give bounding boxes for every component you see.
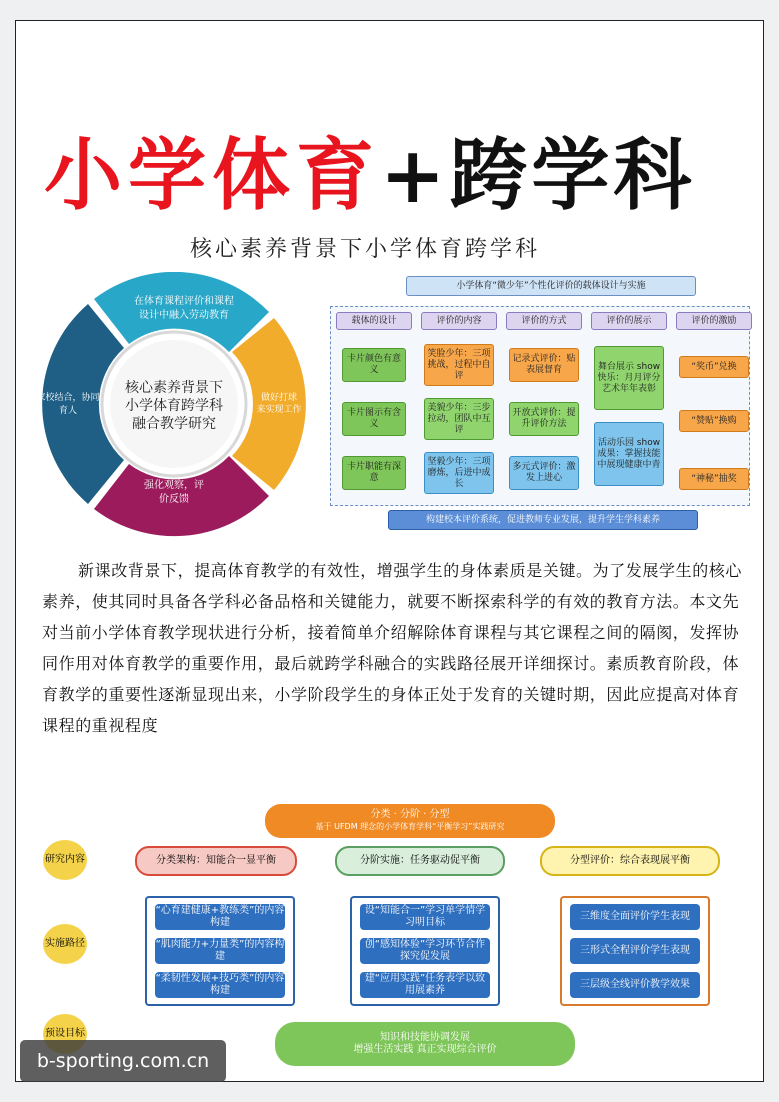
- col2-item-3: 建“应用实践”任务表学以致用展素养: [360, 972, 490, 998]
- col1-item-1: “心育建健康+教练类”的内容构建: [155, 905, 285, 928]
- goal-box: [275, 1022, 575, 1066]
- flow-c3-item-1: 记录式评价：贴表展督育: [509, 348, 579, 382]
- bottom-banner-line-1: 分类 · 分阶 · 分型: [370, 809, 450, 820]
- headline-red: 小学体育: [44, 130, 381, 221]
- ring-left-line-1: 家校结合，协同: [36, 393, 100, 403]
- ring-bottom-line-2: 价反馈: [159, 494, 189, 505]
- ring-center-line-1: 核心素养背景下: [125, 380, 223, 396]
- watermark: b-sporting.com.cn: [20, 1040, 226, 1082]
- col2-item-1: 设“知能合一”学习单学情学习明目标: [360, 904, 490, 930]
- flow-c3-item-2: 开放式评价：提升评价方法: [509, 402, 579, 436]
- ring-top-line-2: 设计中融入劳动教育: [139, 310, 229, 321]
- flow-c2-item-2: 美貌少年：三步拉动，团队中互评: [424, 398, 494, 440]
- body-paragraph: 新课改背景下，提高体育教学的有效性，增强学生的身体素质是关键。为了发展学生的核心素养，使其同时具备各学科必备品格和关键能力，就要不断探索科学的有效的教育方法。本文先对当前小学体育教学现状进行分析，接着简单介绍解除体育课程与其它课程之间的隔阂，发挥协同作用对体育教学的重要作用，最后就跨学科融合的实践路径展开详细探讨。素质教育阶段，体育教学的重要性逐渐显现出来，小学阶段学生的身体正处于发育的关键时期，因此应提高对体育课程的重视程度: [42, 561, 743, 735]
- flow-c5-item-1: “奖币”兑换: [679, 356, 749, 378]
- flow-chart: [318, 272, 764, 537]
- bottom-banner: [265, 804, 555, 838]
- subtitle: 核心素养背景下小学体育跨学科: [190, 237, 541, 262]
- flow-c4-item-1: 舞台展示 show 快乐：月月评分艺术年年表彰: [594, 346, 664, 410]
- ring-bottom-line-1: 强化观察，评: [144, 480, 204, 491]
- ring-right-line-1: 做好打球: [260, 393, 298, 403]
- bottom-banner-line-2: 基于 UFDM 理念的小学体育学科“平衡学习”实践研究: [315, 822, 505, 831]
- goal-line-2: 增强生活实践 真正实现综合评价: [353, 1044, 497, 1055]
- col3-item-1: 三维度全面评价学生表现: [570, 904, 700, 930]
- flow-col-head-2: 评价的内容: [421, 312, 497, 330]
- col2-item-2: 创“感知体验”学习环节合作探究促发展: [360, 938, 490, 964]
- flow-c5-item-3: “神秘”抽奖: [679, 468, 749, 490]
- flow-c3-item-3: 多元式评价：激发上进心: [509, 456, 579, 490]
- flow-c2-item-1: 笑脸少年：三项挑战，过程中自评: [424, 344, 494, 386]
- ring-center-line-2: 小学体育跨学科: [125, 398, 223, 414]
- side-label-path: 实施路径: [43, 924, 87, 964]
- flow-col-head-4: 评价的展示: [591, 312, 667, 330]
- flow-c1-item-3: 卡片职能有深意: [342, 456, 406, 490]
- ring-right-line-2: 来实现工作: [256, 405, 302, 415]
- flow-footer: 构建校本评价系统，促进教师专业发展，提升学生学科素养: [388, 510, 698, 530]
- col3-item-2: 三形式全程评价学生表现: [570, 938, 700, 964]
- col3-item-3: 三层级全线评价教学效果: [570, 972, 700, 998]
- side-label-research: 研究内容: [43, 840, 87, 880]
- ring-diagram: [24, 272, 324, 537]
- headline-black: +跨学科: [380, 130, 696, 221]
- ring-top-line-1: 在体育课程评价和课程: [134, 296, 234, 307]
- ring-center-line-3: 融合教学研究: [132, 416, 216, 432]
- flow-col-head-5: 评价的激励: [676, 312, 752, 330]
- head-evaluate: 分型评价：综合表现展平衡: [540, 846, 720, 876]
- flow-c1-item-1: 卡片颜色有意义: [342, 348, 406, 382]
- flow-col-head-1: 载体的设计: [336, 312, 412, 330]
- col1-item-3: “柔韧性发展+技巧类”的内容构建: [155, 973, 285, 996]
- ring-svg: [24, 272, 324, 537]
- flow-col-head-3: 评价的方式: [506, 312, 582, 330]
- flow-c2-item-3: 坚毅少年：三项磨炼，后进中成长: [424, 452, 494, 494]
- head-classify: 分类架构：知能合一显平衡: [135, 846, 297, 876]
- flow-c1-item-2: 卡片图示有含义: [342, 402, 406, 436]
- head-stage: 分阶实施：任务驱动促平衡: [335, 846, 505, 876]
- ring-left-line-2: 育人: [58, 406, 78, 416]
- flow-c4-item-2: 活动乐园 show 成果：掌握技能中展现健康中青: [594, 422, 664, 486]
- side-label-goal: 预设目标: [43, 1014, 87, 1054]
- col1-item-2: “肌肉能力+力量类”的内容构建: [155, 939, 285, 962]
- headline: [44, 113, 764, 223]
- goal-line-1: 知识和技能协调发展: [380, 1032, 470, 1043]
- flow-c5-item-2: “赞贴”换购: [679, 410, 749, 432]
- flow-title: 小学体育“微少年”个性化评价的载体设计与实施: [406, 276, 696, 296]
